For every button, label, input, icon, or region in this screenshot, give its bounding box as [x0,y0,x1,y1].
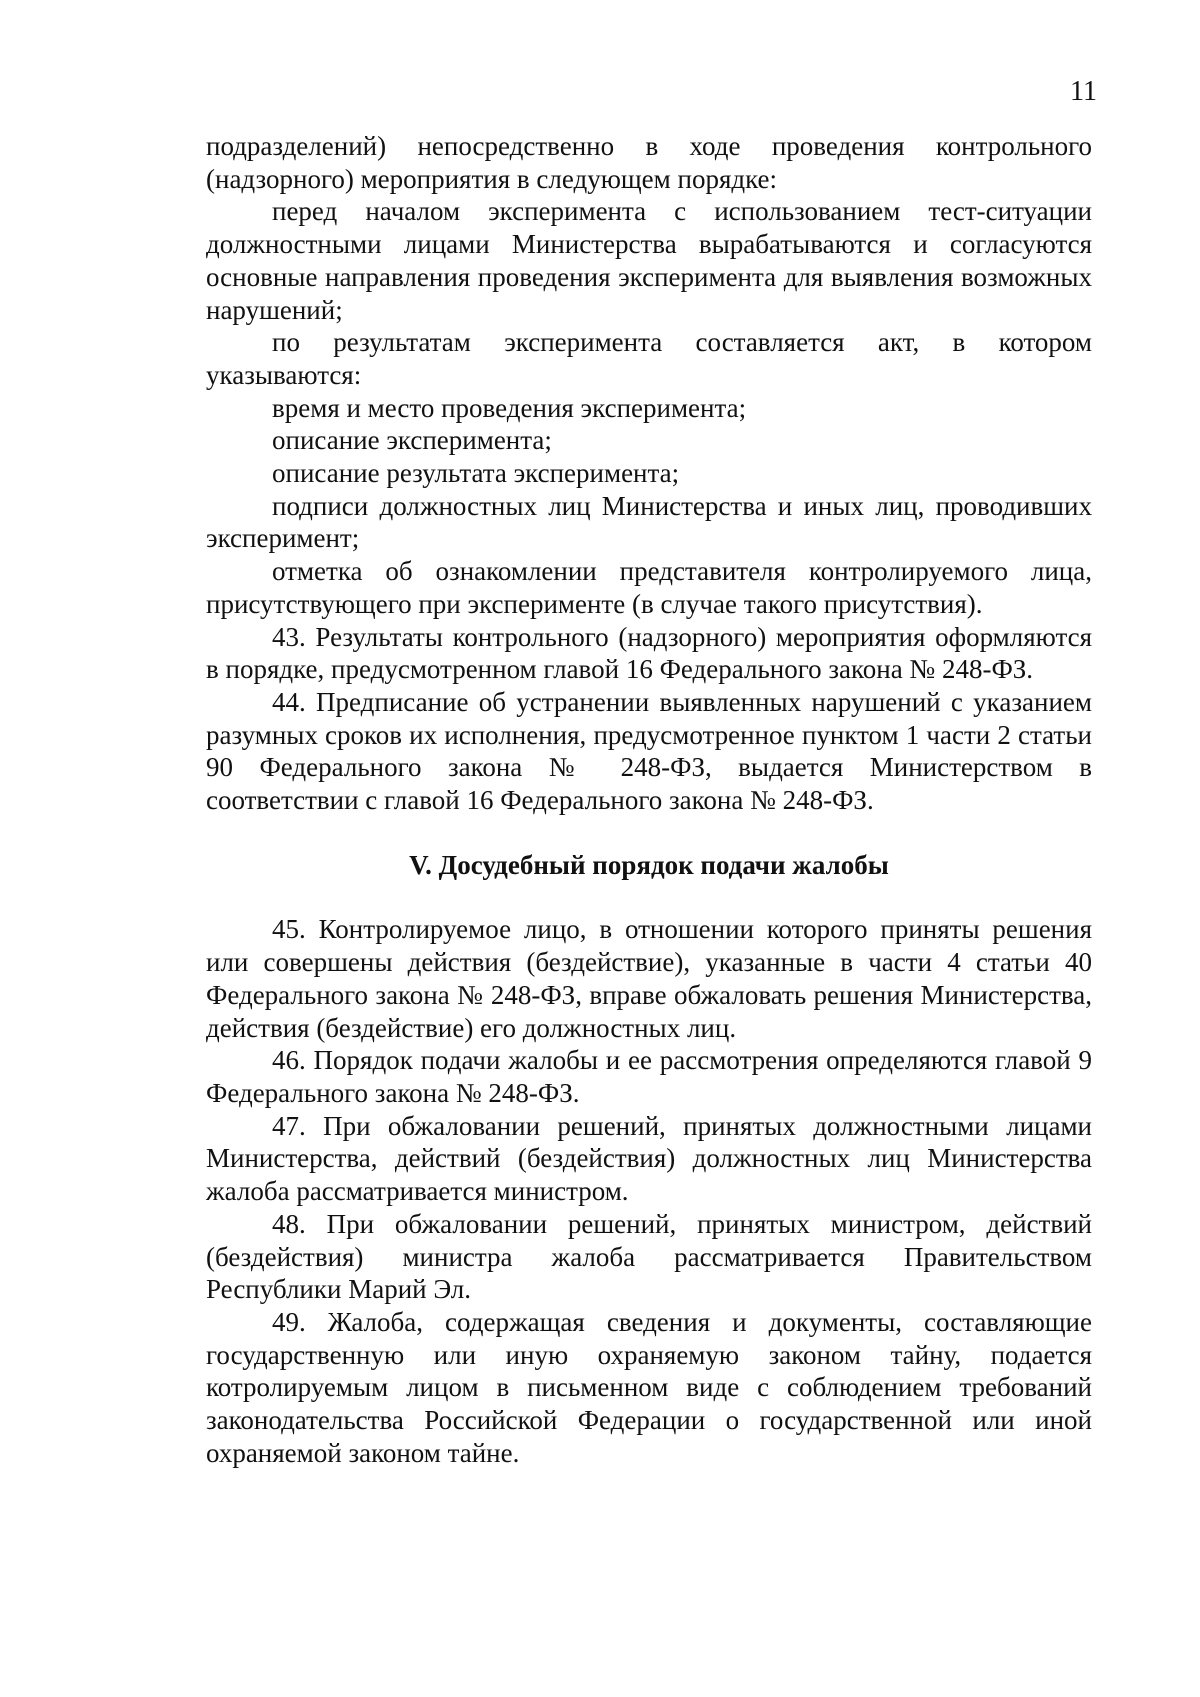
paragraph-45: 45. Контролируемое лицо, в отношении которого приняты решения или совершены действия (бездействие), указанные в части 4 статьи 40 Федерального закона № 248-ФЗ, вправе обжаловать решения Министерства, действия (бездействие) его должностных лиц. [206,914,1092,1043]
list-item-signatures: подписи должностных лиц Министерства и иных лиц, проводивших эксперимент; [206,490,1092,554]
paragraph-48: 48. При обжаловании решений, принятых министром, действий (бездействия) министра жалоба рассматривается Правительством Республики Марий Эл. [206,1208,1092,1305]
paragraph-49: 49. Жалоба, содержащая сведения и документы, составляющие государственную или иную охраняемую законом тайну, подается котролируемым лицом в письменном виде с соблюдением требований законодательства Российской Федерации о государственной или иной охраняемой законом тайне. [206,1306,1092,1468]
paragraph-43: 43. Результаты контрольного (надзорного) мероприятия оформляются в порядке, предусмотренном главой 16 Федерального закона № 248-ФЗ. [206,621,1092,685]
paragraph-experiment-act: по результатам эксперимента составляется акт, в котором указываются: [206,327,1092,390]
paragraph-continuation: подразделений) непосредственно в ходе проведения контрольного (надзорного) мероприятия в следующем порядке: [206,131,1092,194]
list-item-acknowledgement: отметка об ознакомлении представителя контролируемого лица, присутствующего при эксперименте (в случае такого присутствия). [206,556,1092,619]
page-number: 11 [1070,76,1097,107]
paragraph-46: 46. Порядок подачи жалобы и ее рассмотрения определяются главой 9 Федерального закона № 248-ФЗ. [206,1045,1092,1108]
list-item-description: описание эксперимента; [272,425,552,456]
list-item-result: описание результата эксперимента; [272,458,680,489]
paragraph-47: 47. При обжаловании решений, принятых должностными лицами Министерства, действий (бездействия) должностных лиц Министерства жалоба рассматривается министром. [206,1110,1092,1207]
paragraph-experiment-start: перед началом эксперимента с использованием тест-ситуации должностными лицами Министерства вырабатываются и согласуются основные направления проведения эксперимента для выявления возможных нарушений; [206,196,1092,325]
section-heading: V. Досудебный порядок подачи жалобы [409,849,889,880]
paragraph-44: 44. Предписание об устранении выявленных нарушений с указанием разумных сроков их исполнения, предусмотренное пунктом 1 части 2 статьи 90 Федерального закона № 248-ФЗ, выдается Министерством в соответствии с главой 16 Федерального закона № 248-ФЗ. [206,686,1092,816]
document-body [206,130,1092,1469]
list-item-time-place: время и место проведения эксперимента; [272,392,747,423]
